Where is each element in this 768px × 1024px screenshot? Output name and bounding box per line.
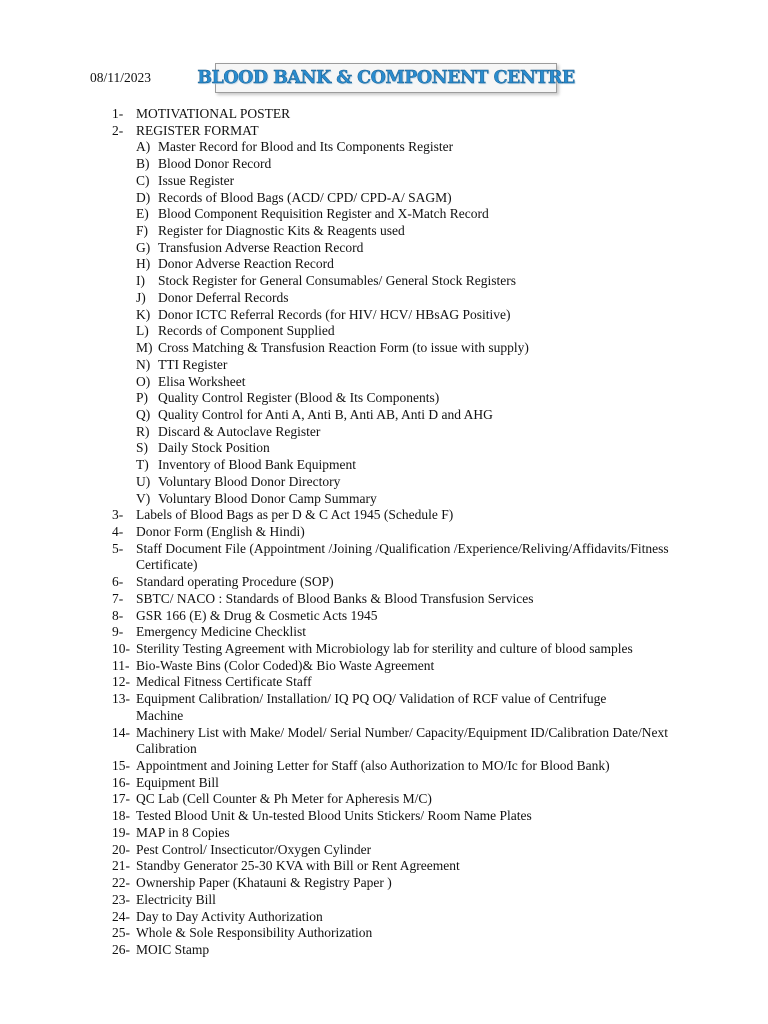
- list-item-text: Electricity Bill: [136, 891, 216, 907]
- list-item: [0, 524, 768, 541]
- list-item-text: Day to Day Activity Authorization: [136, 908, 323, 924]
- register-subitem-text: Blood Donor Record: [158, 156, 272, 172]
- list-item-text: Emergency Medicine Checklist: [136, 624, 306, 640]
- list-item: [0, 892, 768, 909]
- register-subitem: [0, 223, 768, 240]
- register-subitem: [0, 374, 768, 391]
- document-title: BLOOD BANK & COMPONENT CENTRE: [197, 68, 575, 88]
- register-subitem: [0, 173, 768, 190]
- list-item-text: REGISTER FORMAT: [136, 122, 259, 138]
- register-subitem: [0, 139, 768, 156]
- register-subitem-marker: H): [136, 256, 151, 272]
- list-item-text: Tested Blood Unit & Un-tested Blood Units Stickers/ Room Name Plates: [136, 808, 532, 824]
- list-item-marker: 5-: [112, 540, 124, 556]
- register-subitem-text: Discard & Autoclave Register: [158, 423, 321, 439]
- list-item-text: Bio-Waste Bins (Color Coded)& Bio Waste Agreement: [136, 657, 435, 673]
- list-item-marker: 23-: [112, 891, 130, 907]
- list-item-marker: 1-: [112, 106, 124, 121]
- register-subitem-marker: R): [136, 423, 150, 439]
- register-subitem-text: Transfusion Adverse Reaction Record: [158, 239, 364, 255]
- checklist: [0, 106, 768, 959]
- register-subitem: [0, 457, 768, 474]
- register-subitem-marker: K): [136, 306, 151, 322]
- list-item-marker: 18-: [112, 808, 130, 824]
- register-subitem-marker: C): [136, 172, 150, 188]
- list-item-text: Sterility Testing Agreement with Microbiology lab for sterility and culture of blood samples: [136, 641, 633, 656]
- list-item-marker: 19-: [112, 824, 130, 840]
- register-subitem: [0, 190, 768, 207]
- register-subitem-text: Issue Register: [158, 172, 235, 188]
- register-subitem-marker: M): [136, 340, 153, 356]
- register-subitem-text: Donor Adverse Reaction Record: [158, 256, 334, 272]
- register-subitem-marker: J): [136, 289, 146, 305]
- register-subitem: [0, 323, 768, 340]
- list-item-marker: 22-: [112, 875, 130, 891]
- list-item: [0, 758, 768, 775]
- register-subitem-text: TTI Register: [158, 356, 228, 372]
- list-item: [0, 808, 768, 825]
- register-subitem-marker: G): [136, 239, 151, 255]
- list-item: [0, 574, 768, 591]
- list-item-marker: 3-: [112, 507, 124, 523]
- list-item-text: Ownership Paper (Khatauni & Registry Paper ): [136, 875, 392, 891]
- list-item-marker: 4-: [112, 523, 124, 539]
- register-subitem: [0, 206, 768, 223]
- list-item-marker: 8-: [112, 607, 124, 623]
- list-item-text: GSR 166 (E) & Drug & Cosmetic Acts 1945: [136, 607, 378, 623]
- register-subitem-text: Records of Blood Bags (ACD/ CPD/ CPD-A/ SAGM): [158, 189, 452, 205]
- register-subitem-text: Stock Register for General Consumables/ General Stock Registers: [158, 273, 517, 289]
- register-subitem-marker: E): [136, 206, 149, 222]
- register-subitem-marker: F): [136, 223, 149, 239]
- list-item-continuation-text: Machine: [136, 707, 184, 723]
- list-item-continuation: [0, 708, 768, 725]
- register-subitem: [0, 256, 768, 273]
- list-item-text: Medical Fitness Certificate Staff: [136, 674, 312, 690]
- list-item: [0, 842, 768, 859]
- register-subitem-marker: U): [136, 473, 151, 489]
- list-item: [0, 909, 768, 926]
- register-subitem: [0, 240, 768, 257]
- register-subitem-text: Register for Diagnostic Kits & Reagents used: [158, 223, 405, 239]
- list-item-marker: 16-: [112, 774, 130, 790]
- list-item-text: Staff Document File (Appointment /Joining /Qualification /Experience/Reliving/Affidavits/Fitness: [136, 540, 669, 556]
- list-item-marker: 9-: [112, 624, 124, 640]
- list-item: [0, 608, 768, 625]
- register-subitem: [0, 307, 768, 324]
- register-subitem: [0, 156, 768, 173]
- list-item: [0, 825, 768, 842]
- list-item-marker: 2-: [112, 122, 124, 138]
- list-item: [0, 507, 768, 524]
- list-item: [0, 591, 768, 608]
- list-item-text: QC Lab (Cell Counter & Ph Meter for Apheresis M/C): [136, 791, 432, 807]
- register-subitem: [0, 474, 768, 491]
- list-item-marker: 26-: [112, 941, 130, 957]
- list-item-marker: 21-: [112, 858, 130, 874]
- list-item-text: Appointment and Joining Letter for Staff (also Authorization to MO/Ic for Blood Bank): [136, 758, 610, 774]
- register-subitem-marker: N): [136, 356, 151, 372]
- list-item-continuation: [0, 741, 768, 758]
- register-subitem-marker: D): [136, 189, 151, 205]
- title-banner: [197, 63, 575, 93]
- list-item-text: MOTIVATIONAL POSTER: [136, 106, 291, 121]
- register-subitem-text: Daily Stock Position: [158, 440, 270, 456]
- register-subitem-text: Blood Component Requisition Register and X-Match Record: [158, 206, 489, 222]
- list-item: [0, 691, 768, 708]
- list-item-marker: 6-: [112, 574, 124, 590]
- list-item: [0, 775, 768, 792]
- list-item: [0, 658, 768, 675]
- list-item-marker: 14-: [112, 724, 130, 740]
- list-item-text: Machinery List with Make/ Model/ Serial Number/ Capacity/Equipment ID/Calibration Date/Next: [136, 724, 668, 740]
- list-item-marker: 7-: [112, 590, 124, 606]
- register-subitem-text: Inventory of Blood Bank Equipment: [158, 457, 356, 473]
- list-item-text: Standby Generator 25-30 KVA with Bill or Rent Agreement: [136, 858, 460, 874]
- register-subitem-marker: L): [136, 323, 149, 339]
- register-subitem-text: Quality Control for Anti A, Anti B, Anti AB, Anti D and AHG: [158, 406, 493, 422]
- register-subitem: [0, 340, 768, 357]
- list-item-continuation-text: Calibration: [136, 741, 197, 757]
- register-subitem: [0, 424, 768, 441]
- register-subitem-marker: P): [136, 390, 149, 406]
- list-item-marker: 12-: [112, 674, 130, 690]
- register-subitem: [0, 273, 768, 290]
- register-subitem-text: Quality Control Register (Blood & Its Components): [158, 390, 440, 406]
- list-item-text: Equipment Bill: [136, 774, 219, 790]
- list-item-text: MAP in 8 Copies: [136, 824, 230, 840]
- register-subitem-text: Voluntary Blood Donor Directory: [158, 473, 341, 489]
- register-subitem-marker: S): [136, 440, 149, 456]
- register-subitem-text: Elisa Worksheet: [158, 373, 246, 389]
- list-item-marker: 24-: [112, 908, 130, 924]
- list-item: [0, 925, 768, 942]
- register-subitem-text: Donor ICTC Referral Records (for HIV/ HCV/ HBsAG Positive): [158, 306, 511, 322]
- list-item-text: Donor Form (English & Hindi): [136, 523, 305, 539]
- list-item-text: Pest Control/ Insecticutor/Oxygen Cylinder: [136, 841, 372, 857]
- list-item: [0, 541, 768, 558]
- list-item-marker: 17-: [112, 791, 130, 807]
- register-subitem: [0, 290, 768, 307]
- list-item: [0, 942, 768, 959]
- list-item-text: Whole & Sole Responsibility Authorization: [136, 925, 373, 941]
- register-subitem-text: Voluntary Blood Donor Camp Summary: [158, 490, 377, 506]
- list-item: [0, 674, 768, 691]
- register-subitem-marker: T): [136, 457, 149, 473]
- list-item-marker: 10-: [112, 641, 130, 656]
- list-item: [0, 791, 768, 808]
- register-subitem-marker: I): [136, 273, 145, 289]
- list-item: [0, 123, 768, 140]
- list-item-text: Standard operating Procedure (SOP): [136, 574, 334, 590]
- register-subitem-marker: B): [136, 156, 150, 172]
- register-subitem: [0, 440, 768, 457]
- list-item: [0, 875, 768, 892]
- list-item: [0, 725, 768, 742]
- list-item-marker: 15-: [112, 758, 130, 774]
- register-subitem-text: Cross Matching & Transfusion Reaction Form (to issue with supply): [158, 340, 529, 356]
- register-subitem-marker: V): [136, 490, 151, 506]
- list-item-marker: 25-: [112, 925, 130, 941]
- register-subitem-text: Master Record for Blood and Its Components Register: [158, 139, 454, 155]
- list-item-text: Labels of Blood Bags as per D & C Act 1945 (Schedule F): [136, 507, 454, 523]
- register-subitem: [0, 491, 768, 508]
- list-item-marker: 11-: [112, 657, 130, 673]
- register-subitem-marker: Q): [136, 406, 151, 422]
- register-subitem-marker: A): [136, 139, 151, 155]
- register-subitem: [0, 357, 768, 374]
- document-date: 08/11/2023: [90, 70, 152, 85]
- list-item-continuation: [0, 557, 768, 574]
- list-item: [0, 641, 768, 658]
- register-subitem: [0, 390, 768, 407]
- list-item-text: SBTC/ NACO : Standards of Blood Banks & Blood Transfusion Services: [136, 590, 534, 606]
- register-subitem-text: Records of Component Supplied: [158, 323, 335, 339]
- list-item: [0, 106, 768, 123]
- register-subitem: [0, 407, 768, 424]
- register-subitem-marker: O): [136, 373, 151, 389]
- list-item-marker: 20-: [112, 841, 130, 857]
- list-item-marker: 13-: [112, 691, 130, 707]
- list-item-text: Equipment Calibration/ Installation/ IQ PQ OQ/ Validation of RCF value of Centrifuge: [136, 691, 607, 707]
- register-subitem-text: Donor Deferral Records: [158, 289, 289, 305]
- list-item-text: MOIC Stamp: [136, 941, 210, 957]
- list-item: [0, 624, 768, 641]
- list-item: [0, 858, 768, 875]
- list-item-continuation-text: Certificate): [136, 557, 198, 573]
